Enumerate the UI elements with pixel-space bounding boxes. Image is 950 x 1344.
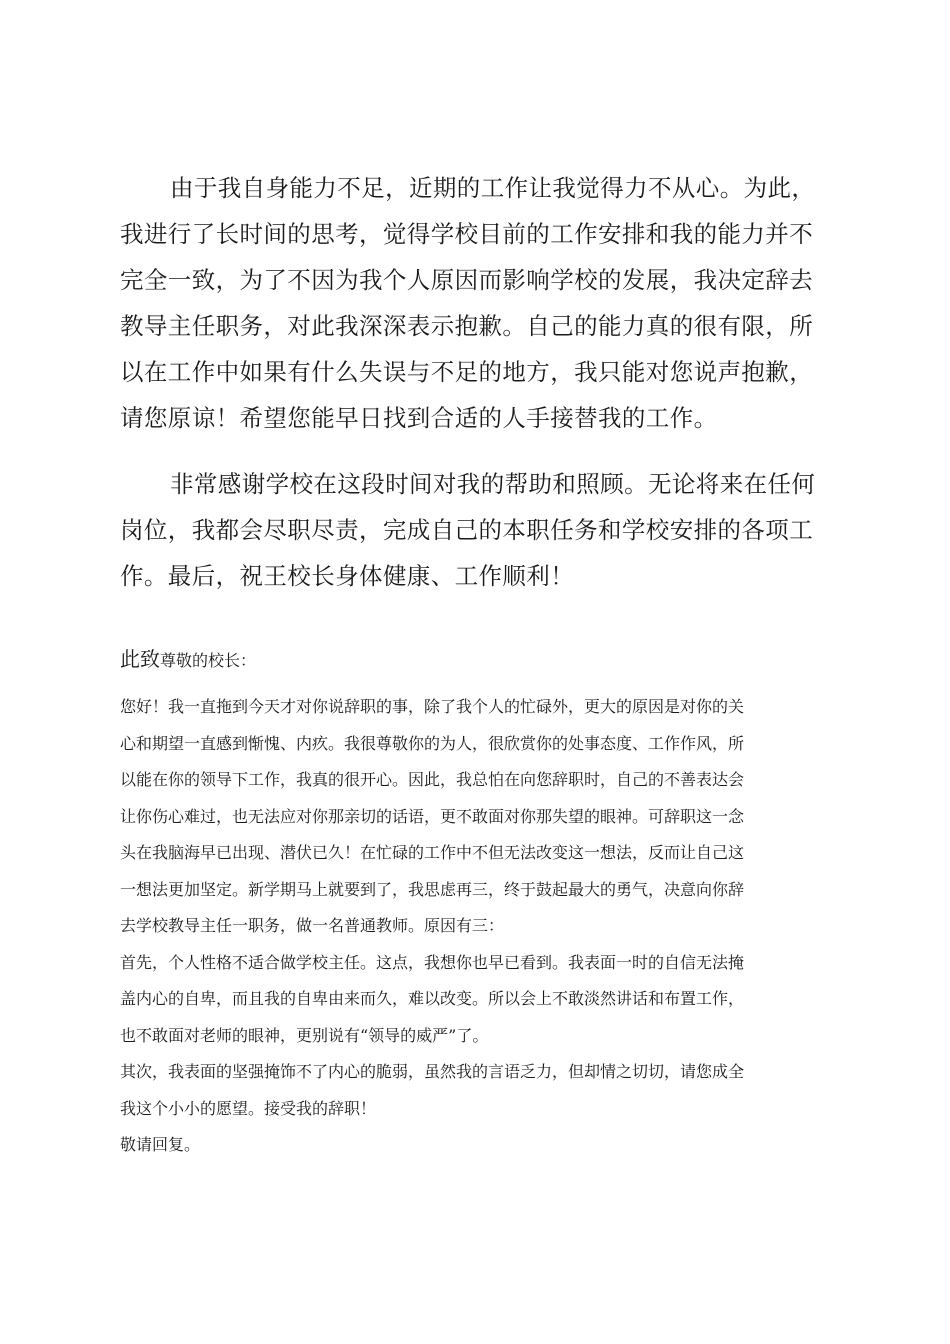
letter-line: 去学校教导主任一职务，做一名普通教师。原因有三： [120,916,505,935]
paragraph-line: 请您原谅！希望您能早日找到合适的人手接替我的工作。 [120,404,718,432]
letter-line: 敬请回复。 [120,1135,201,1154]
paragraph-line: 教导主任职务，对此我深深表示抱歉。自己的能力真的很有限，所 [120,312,814,340]
salutation: 尊敬的校长： [160,651,257,670]
letter-line: 首先，个人性格不适合做学校主任。这点，我想你也早已看到。我表面一时的自信无法掩 [120,952,745,972]
closing-line [120,644,256,674]
paragraph-line: 以在工作中如果有什么失误与不足的地方，我只能对您说声抱歉， [120,358,814,386]
letter-body [120,689,830,1164]
letter-line: 盖内心的自卑，而且我的自卑由来而久，难以改变。所以会上不敢淡然讲话和布置工作， [120,989,745,1008]
paragraph-line: 非常感谢学校在这段时间对我的帮助和照顾。无论将来在任何 [170,470,816,498]
letter-line: 以能在你的领导下工作，我真的很开心。因此，我总怕在向您辞职时，自己的不善表达会 [120,770,745,789]
letter-line: 我这个小小的愿望。接受我的辞职！ [120,1098,377,1118]
letter-line: 其次，我表面的坚强掩饰不了内心的脆弱，虽然我的言语乏力，但却情之切切，请您成全 [120,1062,745,1081]
paragraph-thanks [120,461,820,599]
paragraph-apology [120,165,820,441]
letter-line: 也不敢面对老师的眼神，更别说有“领导的威严”了。 [120,1025,489,1045]
closing-zhici: 此致 [120,647,160,671]
letter-line: 心和期望一直感到惭愧、内疚。我很尊敬你的为人，很欣赏你的处事态度、工作作风，所 [120,733,745,753]
paragraph-line: 完全一致，为了不因为我个人原因而影响学校的发展，我决定辞去 [120,266,814,294]
paragraph-line: 作。最后，祝王校长身体健康、工作顺利！ [120,562,575,590]
paragraph-line: 我进行了长时间的思考，觉得学校目前的工作安排和我的能力并不 [120,220,814,248]
letter-line: 让你伤心难过，也无法应对你那亲切的话语，更不敢面对你那失望的眼神。可辞职这一念 [120,806,745,826]
letter-line: 一想法更加坚定。新学期马上就要到了，我思虑再三，终于鼓起最大的勇气，决意向你辞 [120,879,745,899]
paragraph-line: 由于我自身能力不足，近期的工作让我觉得力不从心。为此， [170,174,816,202]
letter-line: 您好！我一直拖到今天才对你说辞职的事，除了我个人的忙碌外，更大的原因是对你的关 [120,697,745,716]
letter-line: 头在我脑海早已出现、潜伏已久！在忙碌的工作中不但无法改变这一想法，反而让自己这 [120,843,745,862]
paragraph-line: 岗位，我都会尽职尽责，完成自己的本职任务和学校安排的各项工 [120,516,814,544]
